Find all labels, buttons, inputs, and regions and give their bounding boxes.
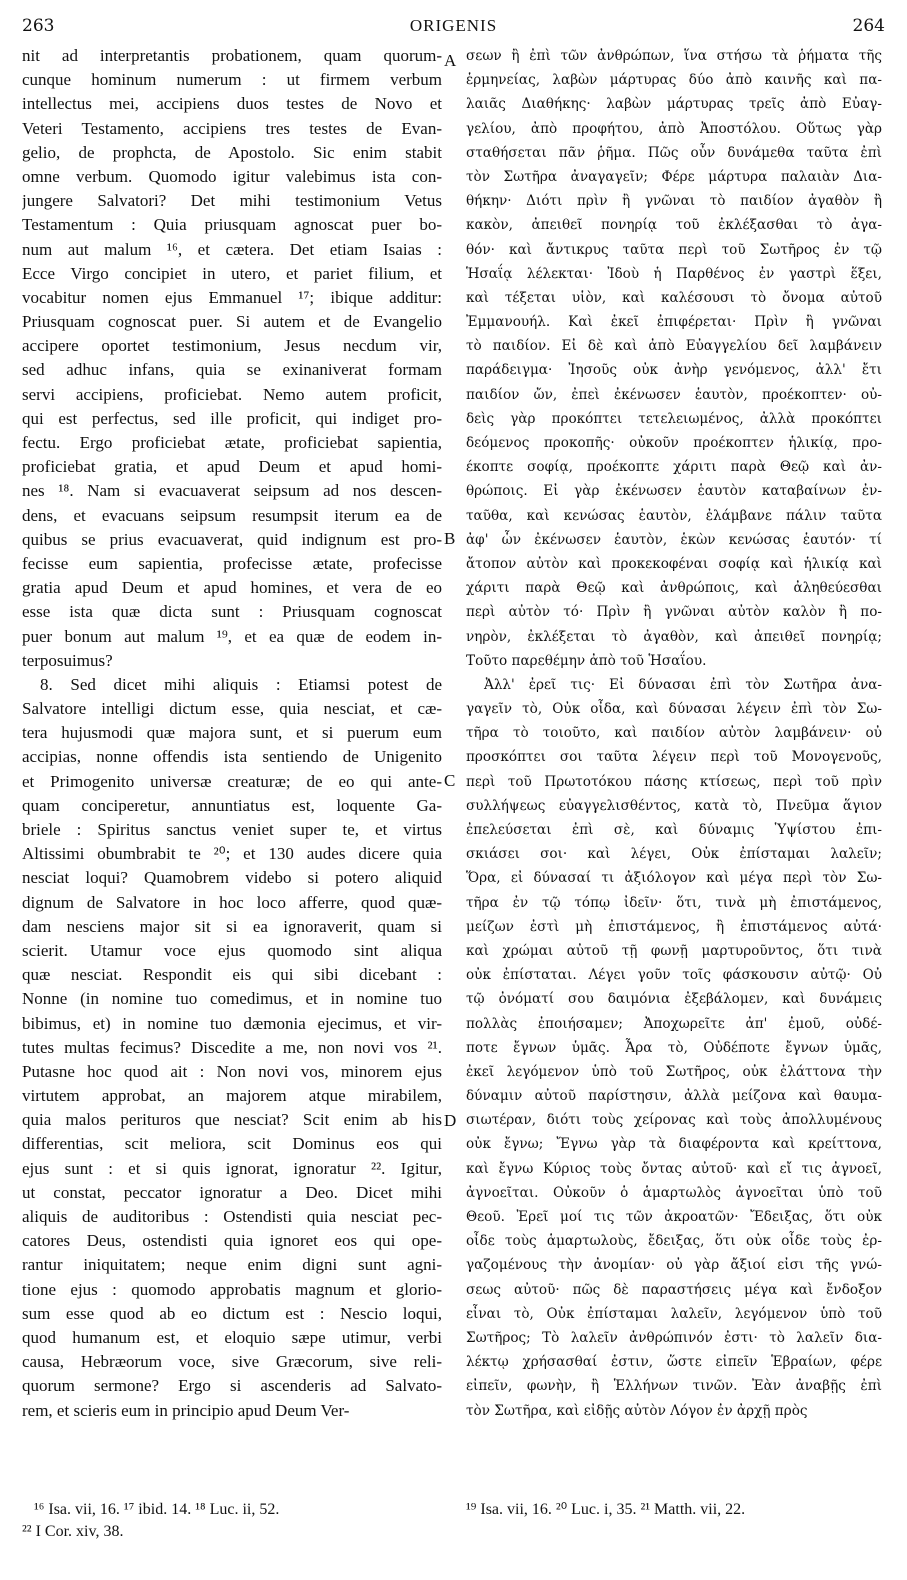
greek-column bbox=[466, 44, 882, 1423]
text-line: νηρὸν, ἐκλέξεται τὸ ἀγαθὸν, καὶ ἀπειθεῖ πονηρίᾳ; bbox=[466, 628, 882, 645]
text-line: puer bonum aut malum ¹⁹, et ea quæ de eodem in- bbox=[22, 626, 442, 646]
margin-marker-b: B bbox=[444, 529, 456, 548]
text-line: Ὅρα, εἰ δύνασαί τι ἀξιόλογον καὶ μέγα περὶ τὸν Σω- bbox=[466, 870, 882, 887]
text-line: servi accipiens, proficiebat. Nemo autem proficit, bbox=[22, 384, 442, 404]
left-page-number: 263 bbox=[22, 16, 55, 36]
text-line: λαιᾶς Διαθήκης· λαβὼν μάρτυρας τρεῖς ἀπὸ Εὐαγ- bbox=[466, 96, 882, 113]
text-line: fecisse eum sapientia, profecisse ætate, profecisse bbox=[22, 553, 442, 573]
text-line: ἐπελεύσεται ἐπὶ σὲ, καὶ δύναμις Ὑψίστου ἐπι- bbox=[466, 822, 882, 838]
margin-marker-d: D bbox=[444, 1111, 457, 1130]
text-line: fectu. Ergo proficiebat ætate, proficiebat sapientia, bbox=[22, 433, 442, 452]
text-line: σταθήσεται πᾶν ῥῆμα. Πῶς οὖν δυνάμεθα ταῦτα ἐπὶ bbox=[466, 144, 882, 161]
text-line: ἄτοπον αὐτὸν καὶ προκεκοφέναι σοφίᾳ καὶ ἡλικίᾳ καὶ bbox=[466, 555, 882, 572]
text-line: παιδίον ὤν, ἐπεὶ ἐκένωσεν ἑαυτὸν, προέκοπτεν· οὐ- bbox=[466, 386, 882, 403]
text-line: γαγεῖν τὸ, Οὐκ οἶδα, καὶ δύνασαι λέγειν ἐπὶ τὸν Σω- bbox=[466, 701, 882, 718]
text-line: τῷ ὀνόματί σου δαιμόνια ἐξεβάλομεν, καὶ δυνάμεις bbox=[466, 991, 882, 1008]
text-line: Ἡσαΐᾳ λέλεκται· Ἰδοὺ ἡ Παρθένος ἐν γαστρὶ ἕξει, bbox=[466, 265, 882, 282]
text-line: tutes multas fecimus? Discedite a me, non novi vos ²¹. bbox=[22, 1037, 442, 1057]
text-line: ejus sunt : et si quis ignorat, ignoratur ²². Igitur, bbox=[22, 1158, 442, 1178]
text-line: nes ¹⁸. Nam si evacuaverat seipsum ad nos descen- bbox=[22, 481, 442, 501]
text-line: γαζομένους τὴν ἀνομίαν· οὐ γὰρ ἄξιοί εἰσι τῆς γνώ- bbox=[466, 1257, 882, 1274]
text-line: accipias, nonne offendis ista sentiendo de Unigenito bbox=[22, 747, 442, 767]
text-line: quam conciperetur, annuntiatus est, loquente Ga- bbox=[22, 795, 442, 815]
text-line: συλλήψεως εὐαγγελισθέντος, κατὰ τὸ, Πνεῦμα ἅγιον bbox=[466, 797, 882, 814]
text-line: gelio, de prophcta, de Apostolo. Sic enim stabit bbox=[22, 142, 442, 162]
text-line: Nonne (in nomine tuo comedimus, et in nomine tuo bbox=[22, 989, 442, 1009]
text-line: γελίου, ἀπὸ προφήτου, ἀπὸ Ἀποστόλου. Οὕτως γὰρ bbox=[466, 120, 882, 137]
text-line: ἑρμηνείας, λαβὼν μάρτυρας δύο ἀπὸ καινῆς καὶ πα- bbox=[466, 72, 882, 89]
text-line: gratia apud Deum et apud homines, et vera de eo bbox=[22, 578, 442, 598]
text-line: προσκόπτει σοι ταῦτα λέγειν περὶ τοῦ Μονογενοῦς, bbox=[466, 749, 882, 766]
text-line: jungere Salvatori? Det mihi testimonium Vetus bbox=[22, 191, 442, 211]
text-line: περὶ τοῦ Πρωτοτόκου πάσης κτίσεως, περὶ τοῦ πρὶν bbox=[466, 773, 882, 790]
latin-column bbox=[22, 44, 442, 1423]
text-line: tione ejus : quomodo approbatis magnum et glorio- bbox=[22, 1279, 442, 1299]
text-line: dens, et evacuans seipsum resumpsit iterum ea de bbox=[22, 505, 442, 525]
text-line: οὐκ ἐπίσταται. Λέγει γοῦν τοῖς φάσκουσιν αὐτῷ· Οὐ bbox=[466, 967, 882, 984]
text-line: vocabitur nomen ejus Emmanuel ¹⁷; ibique additur: bbox=[22, 287, 442, 307]
text-line: τὸν Σωτῆρα ἀναγαγεῖν; Φέρε μάρτυρα παλαιὰν Δια- bbox=[466, 168, 882, 185]
text-line: Ἐμμανουήλ. Καὶ ἐκεῖ ἐπιφέρεται· Πρὶν ἢ γνῶναι bbox=[466, 314, 882, 331]
text-line: τὸ παιδίον. Εἰ δὲ καὶ ἀπὸ Εὐαγγελίου δεῖ λαμβάνειν bbox=[466, 338, 882, 355]
text-line: ἐκεῖ λεγόμενον ὑπὸ τοῦ Σωτῆρος, οὐκ ἐλάττονα τὴν bbox=[466, 1063, 882, 1080]
text-line: θρώποις. Εἰ γὰρ ἐκένωσεν ἑαυτὸν καταβαίνων ἐν- bbox=[466, 483, 882, 500]
text-line: catores Deus, ostendisti quia ignoret eos qui ope- bbox=[22, 1231, 442, 1251]
text-line: scierit. Utamur voce ejus quomodo sint aliqua bbox=[22, 940, 442, 960]
text-line: παράδειγμα· Ἰησοῦς οὐκ ἀνὴρ γενόμενος, ἀλλ' ἔτι bbox=[466, 362, 882, 379]
text-line: quæ nesciat. Respondit eis qui sibi dicebant : bbox=[22, 965, 442, 985]
text-line: Altissimi obumbrabit te ²⁰; et 130 audes dicere quia bbox=[22, 844, 442, 864]
text-line: δεόμενος προκοπῆς· οὐκοῦν προέκοπτεν ἡλικίᾳ, προ- bbox=[466, 435, 882, 451]
footnote-right-line: ¹⁹ Isa. vii, 16. ²⁰ Luc. i, 35. ²¹ Matth. vii, 22. bbox=[466, 1501, 746, 1518]
text-line: καὶ χρώμαι αὐτοῦ τῇ φωνῇ μαρτυροῦντος, ὅτι τινὰ bbox=[466, 942, 882, 959]
text-line: σεως αὐτοῦ· πῶς δὲ παραστήσεις μέγα καὶ ἔνδοξον bbox=[466, 1281, 882, 1298]
text-line: δεὶς γὰρ προκόπτει τετελειωμένος, ἀλλὰ προκόπτει bbox=[466, 410, 882, 427]
text-line: cunque hominum numerum : ut firmem verbum bbox=[22, 70, 442, 90]
text-line: aliquis de auditoribus : Ostendisti quia nesciat pec- bbox=[22, 1207, 442, 1226]
text-line: 8. Sed dicet mihi aliquis : Etiamsi potest de bbox=[40, 674, 442, 694]
text-line: δύναμιν αὐτοῦ παρίστησιν, ἀλλὰ μείζονα καὶ θαυμα- bbox=[466, 1088, 882, 1105]
text-line: causa, Hebræorum voce, sive Græcorum, sive reli- bbox=[22, 1352, 442, 1372]
text-line: Σωτῆρος; Τὸ λαλεῖν ἀνθρώπινόν ἐστι· τὸ λαλεῖν δια- bbox=[466, 1329, 882, 1346]
text-line: ut constat, peccator ignoratur a Deo. Dicet mihi bbox=[22, 1182, 442, 1202]
text-line: Ἀλλ' ἐρεῖ τις· Εἰ δύνασαι ἐπὶ τὸν Σωτῆρα ἀνα- bbox=[484, 676, 882, 693]
footnote-left-line: ¹⁶ Isa. vii, 16. ¹⁷ ibid. 14. ¹⁸ Luc. ii, 52. bbox=[34, 1501, 280, 1518]
text-line: quia malos perituros que nesciat? Scit enim ab his bbox=[22, 1110, 442, 1130]
text-line: et Primogenito universæ creaturæ; de eo qui ante- bbox=[22, 771, 442, 791]
text-line: qui est perfectus, sed ille proficit, qui indiget pro- bbox=[22, 408, 442, 428]
text-line: οἶδε τοὺς ἁμαρτωλοὺς, ἔδειξας, ὅτι οὐκ οἶδε τοὺς ἐρ- bbox=[466, 1233, 882, 1250]
text-line: virtutem approbat, an majorem atque mirabilem, bbox=[22, 1086, 442, 1106]
text-line: Veteri Testamento, accipiens tres testes de Evan- bbox=[22, 118, 442, 138]
text-line: Ecce Virgo concipiet in utero, et pariet filium, et bbox=[22, 263, 442, 283]
text-line: τῆρα ἐν τῷ τόπῳ ἰδεῖν· ὅτι, τινὰ μὴ ἐπιστάμενος, bbox=[466, 894, 882, 911]
text-line: τὸν Σωτῆρα, καὶ εἰδῇς αὐτὸν Λόγον ἐν ἀρχῇ πρὸς bbox=[466, 1402, 808, 1419]
text-line: quod humanum est, et eloquio sæpe utimur, verbi bbox=[22, 1327, 442, 1347]
right-page-number: 264 bbox=[852, 16, 885, 36]
text-line: dignum de Salvatore in hoc loco afferre, quod quæ- bbox=[22, 892, 442, 912]
text-line: ταῦθα, καὶ κενώσας ἑαυτὸν, ἐλάμβανε πάλιν ταῦτα bbox=[466, 507, 882, 524]
text-line: περὶ αὐτὸν τό· Πρὶν ἢ γνῶναι αὐτὸν καλὸν ἢ πο- bbox=[466, 604, 882, 621]
text-line: μείζων ἐστὶ μὴ ἐπιστάμενος, ἢ ἐπιστάμενος αὐτά· bbox=[466, 918, 882, 935]
margin-marker-a: A bbox=[444, 51, 457, 70]
text-line: ἀφ' ὧν ἐκένωσεν ἑαυτὸν, ἑκὼν κενώσας ἑαυτόν· τί bbox=[466, 531, 882, 548]
text-line: σεων ἢ ἐπὶ τῶν ἀνθρώπων, ἵνα στήσω τὰ ῥήματα τῆς bbox=[466, 48, 882, 64]
text-line: proficiebat gratia, et apud Deum et apud homi- bbox=[22, 457, 442, 477]
text-line: accipere oportet testimonium, Jesus necdum vir, bbox=[22, 336, 442, 356]
text-line: omne verbum. Quomodo igitur valebimus ista con- bbox=[22, 166, 442, 186]
text-line: πολλὰς ἐποιήσαμεν; Ἀποχωρεῖτε ἀπ' ἐμοῦ, οὐδέ- bbox=[466, 1015, 882, 1032]
text-line: dam nesciens major sit si ea ignoraverit, quam si bbox=[22, 916, 442, 936]
text-line: rem, et scieris eum in principio apud Deum Ver- bbox=[22, 1400, 350, 1420]
text-line: χάριτι παρὰ Θεῷ καὶ ἀνθρώποις, καὶ ἀληθεύεσθαι bbox=[466, 580, 882, 597]
text-line: tera hujusmodi quæ majora sunt, et si puerum eum bbox=[22, 723, 442, 743]
text-line: θήκην· Διότι πρὶν ἢ γνῶναι τὸ παιδίον ἀγαθὸν ἢ bbox=[466, 193, 882, 210]
text-line: esse ista quæ dicta sunt : Priusquam cognoscat bbox=[22, 602, 442, 622]
text-line: εἰπεῖν, φωνὴν, ἢ Ἑλλήνων τινῶν. Ἐὰν ἀναβῇς ἐπὶ bbox=[466, 1378, 882, 1395]
text-line: briele : Spiritus sanctus veniet super te, et virtus bbox=[22, 820, 442, 839]
footnote-second-line: ²² I Cor. xiv, 38. bbox=[22, 1523, 124, 1540]
text-line: έκοπτε σοφίᾳ, προέκοπτε χάριτι παρὰ Θεῷ καὶ ἀν- bbox=[466, 459, 882, 476]
text-line: bibimus, et) in nomine tuo dæmonia ejecimus, et vir- bbox=[22, 1013, 442, 1033]
text-line: Θεοῦ. Ἐρεῖ μοί τις τῶν ἀκροατῶν· Ἔδειξας, ὅτι οὐκ bbox=[466, 1209, 882, 1225]
text-line: sum esse quod ab eo dictum est : Nescio loqui, bbox=[22, 1303, 442, 1323]
margin-marker-c: C bbox=[444, 771, 456, 790]
running-title: ORIGENIS bbox=[409, 16, 498, 35]
text-line: Τοῦτο παρεθέμην ἀπὸ τοῦ Ἡσαΐου. bbox=[466, 652, 707, 669]
text-line: num aut malum ¹⁶, et cætera. Det etiam Isaias : bbox=[22, 239, 442, 259]
text-line: σκιάσει σοι· καὶ λέγει, Οὐκ ἐπίσταμαι λαλεῖν; bbox=[466, 846, 882, 863]
text-line: differentias, scit meliora, scit Dominus eos qui bbox=[22, 1134, 442, 1154]
text-line: ποτε ἔγνων ὑμᾶς. Ἆρα τὸ, Οὐδέποτε ἔγνων ὑμᾶς, bbox=[466, 1039, 882, 1056]
text-line: intellectus mei, accipiens duos testes de Novo et bbox=[22, 94, 442, 114]
text-line: nit ad interpretantis probationem, quam quorum- bbox=[22, 46, 442, 65]
text-line: Salvatore intelligi dictum esse, quia nesciat, et cæ- bbox=[22, 699, 442, 719]
text-line: καὶ ἔγνω Κύριος τοὺς ὄντας αὐτοῦ· καὶ εἴ τις ἀγνοεῖ, bbox=[466, 1160, 882, 1177]
text-line: λέκτῳ χρήσασθαί ἐστιν, ὥστε εἰπεῖν Ἑβραίων, φέρε bbox=[466, 1354, 882, 1371]
text-line: rantur iniquitatem; neque enim digni sunt agni- bbox=[22, 1255, 442, 1275]
text-line: sed adhuc infans, quia se exinaniverat formam bbox=[22, 360, 442, 380]
text-line: καὶ τέξεται υἱὸν, καὶ καλέσουσι τὸ ὄνομα αὐτοῦ bbox=[466, 289, 882, 306]
text-line: Testamentum : Quia priusquam agnoscat puer bo- bbox=[22, 215, 442, 235]
text-line: Putasne hoc quod ait : Non novi vos, minorem ejus bbox=[22, 1061, 442, 1081]
text-line: οὐκ ἔγνω; Ἔγνω γὰρ τὰ διαφέροντα καὶ κρείττονα, bbox=[466, 1136, 882, 1153]
text-line: quibus se prius evacuaverat, quid indignum est pro- bbox=[22, 529, 442, 549]
text-line: Priusquam cognoscat puer. Si autem et de Evangelio bbox=[22, 312, 442, 332]
text-line: ἀγνοεῖται. Οὐκοῦν ὁ ἁμαρτωλὸς ἀγνοεῖται ὑπὸ τοῦ bbox=[466, 1184, 882, 1201]
text-line: σιωτέραν, διότι τοὺς χείρονας καὶ τοὺς ἀπολλυμένους bbox=[466, 1112, 882, 1129]
text-line: quorum sermone? Ergo si ascenderis ad Salvato- bbox=[22, 1376, 442, 1396]
text-line: θόν· καὶ ἄντικρυς ταῦτα περὶ τοῦ Σωτῆρος ἐν τῷ bbox=[466, 241, 882, 258]
text-line: κακὸν, ἀπειθεῖ πονηρίᾳ τοῦ ἐκλέξασθαι τὸ ἀγα- bbox=[466, 217, 882, 234]
text-line: terposuimus? bbox=[22, 650, 113, 670]
text-line: nesciat loqui? Quamobrem videbo si potero aliquid bbox=[22, 868, 442, 888]
text-line: εἶναι τὸ, Οὐκ ἐπίσταμαι λαλεῖν, λεγόμενον ὑπὸ τοῦ bbox=[466, 1305, 882, 1322]
text-line: τῆρα τὸ τοιοῦτο, καὶ παιδίον αὐτὸν λαμβάνειν· οὐ bbox=[466, 725, 882, 742]
